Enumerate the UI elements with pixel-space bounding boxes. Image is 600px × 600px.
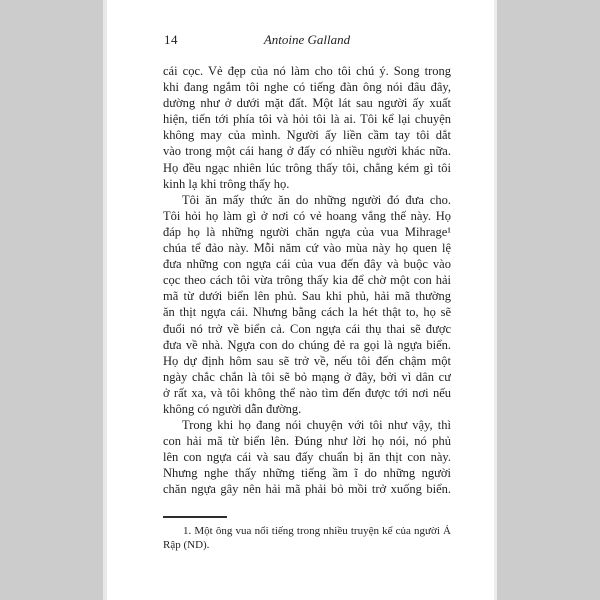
text-line: cái cọc. Vẻ đẹp của nó làm cho tôi chú ý. Song trong	[163, 64, 451, 78]
text-line: Họ đều ngạc nhiên lúc trông thấy tôi, chẳng kém gì tôi	[163, 160, 451, 175]
text-line: ăn thịt ngựa cái. Nhưng bằng cách la hét thật to, họ sẽ	[163, 305, 451, 320]
text-line: chúa tể đảo này. Mỗi năm cứ vào mùa này họ quen lệ	[163, 241, 451, 256]
text-line: không có người dẫn đường.	[163, 401, 302, 416]
text-line: Tôi ăn mấy thức ăn do những người đó đưa cho.	[182, 192, 451, 207]
text-column	[163, 0, 451, 553]
running-header	[163, 32, 451, 47]
text-line: đưa những con ngựa cái của vua đến đây và buộc vào	[163, 257, 451, 272]
text-line: Tôi hỏi họ làm gì ở nơi có vẻ hoang vắng thế này. Họ	[163, 208, 451, 223]
text-line: khi đang ngắm tôi nghe có tiếng đàn ông nói đâu đây,	[163, 80, 451, 95]
text-line: cọc theo cách tôi vừa trông thấy kia để chờ một con hải	[163, 273, 451, 288]
text-line: Nhưng nghe thấy những tiếng ầm ĩ do những người	[163, 466, 451, 481]
footnote-divider	[163, 516, 227, 518]
text-line: chăn ngựa gây nên hải mã phải bỏ mồi trở xuống biển.	[163, 482, 451, 497]
text-line: Họ dự định hôm sau sẽ trở về, nếu tôi đến chậm một	[163, 353, 451, 368]
text-line: mã từ dưới biển lên phủ. Sau khi phủ, hải mã thường	[163, 289, 451, 304]
text-line: vào trong một cái hang ở đấy có nhiều người khác nữa.	[163, 144, 451, 159]
text-line: không may của mình. Người ấy liền cầm tay tôi dắt	[163, 128, 451, 143]
text-line: đuổi nó trở về biển cả. Con ngựa cái thụ thai sẽ được	[163, 321, 451, 336]
paragraph	[163, 192, 451, 417]
footnote-line: Rập (ND).	[163, 539, 210, 552]
text-line: kinh lạ khi trông thấy họ.	[163, 176, 290, 191]
text-line: đáp họ là những người chăn ngựa của vua Mihrage¹	[163, 224, 451, 239]
footnote-line: 1. Một ông vua nổi tiếng trong nhiều truyện kể của người Ả	[183, 524, 451, 537]
text-line: con hải mã từ biển lên. Đúng như lời họ nói, nó phủ	[163, 434, 451, 449]
body-text	[163, 63, 451, 498]
paragraph	[163, 417, 451, 497]
text-line: Trong khi họ đang nói chuyện với tôi như vậy, thì	[182, 418, 451, 433]
text-line: dường như ở dưới mặt đất. Một lát sau người ấy xuất	[163, 96, 451, 111]
text-line: lên con ngựa cái và sau đấy chuẩn bị ăn thịt con này.	[163, 450, 451, 465]
footnote	[163, 524, 451, 553]
paragraph	[163, 63, 451, 192]
text-line: đưa về nhà. Ngựa con do chúng đẻ ra gọi là ngựa biển.	[163, 337, 451, 352]
text-line: hiện, tiến tới phía tôi và hỏi tôi là ai. Tôi kể lại chuyện	[163, 112, 451, 127]
text-line: ngày chắc chắn là tôi sẽ bỏ mạng ở đây, bởi vì dân cư	[163, 369, 451, 384]
book-page	[103, 0, 497, 600]
text-line: ở rất xa, và tôi không thể nào tìm đến được tới nơi nếu	[163, 385, 451, 400]
running-title: Antoine Galland	[263, 32, 351, 47]
page-number: 14	[164, 32, 178, 47]
